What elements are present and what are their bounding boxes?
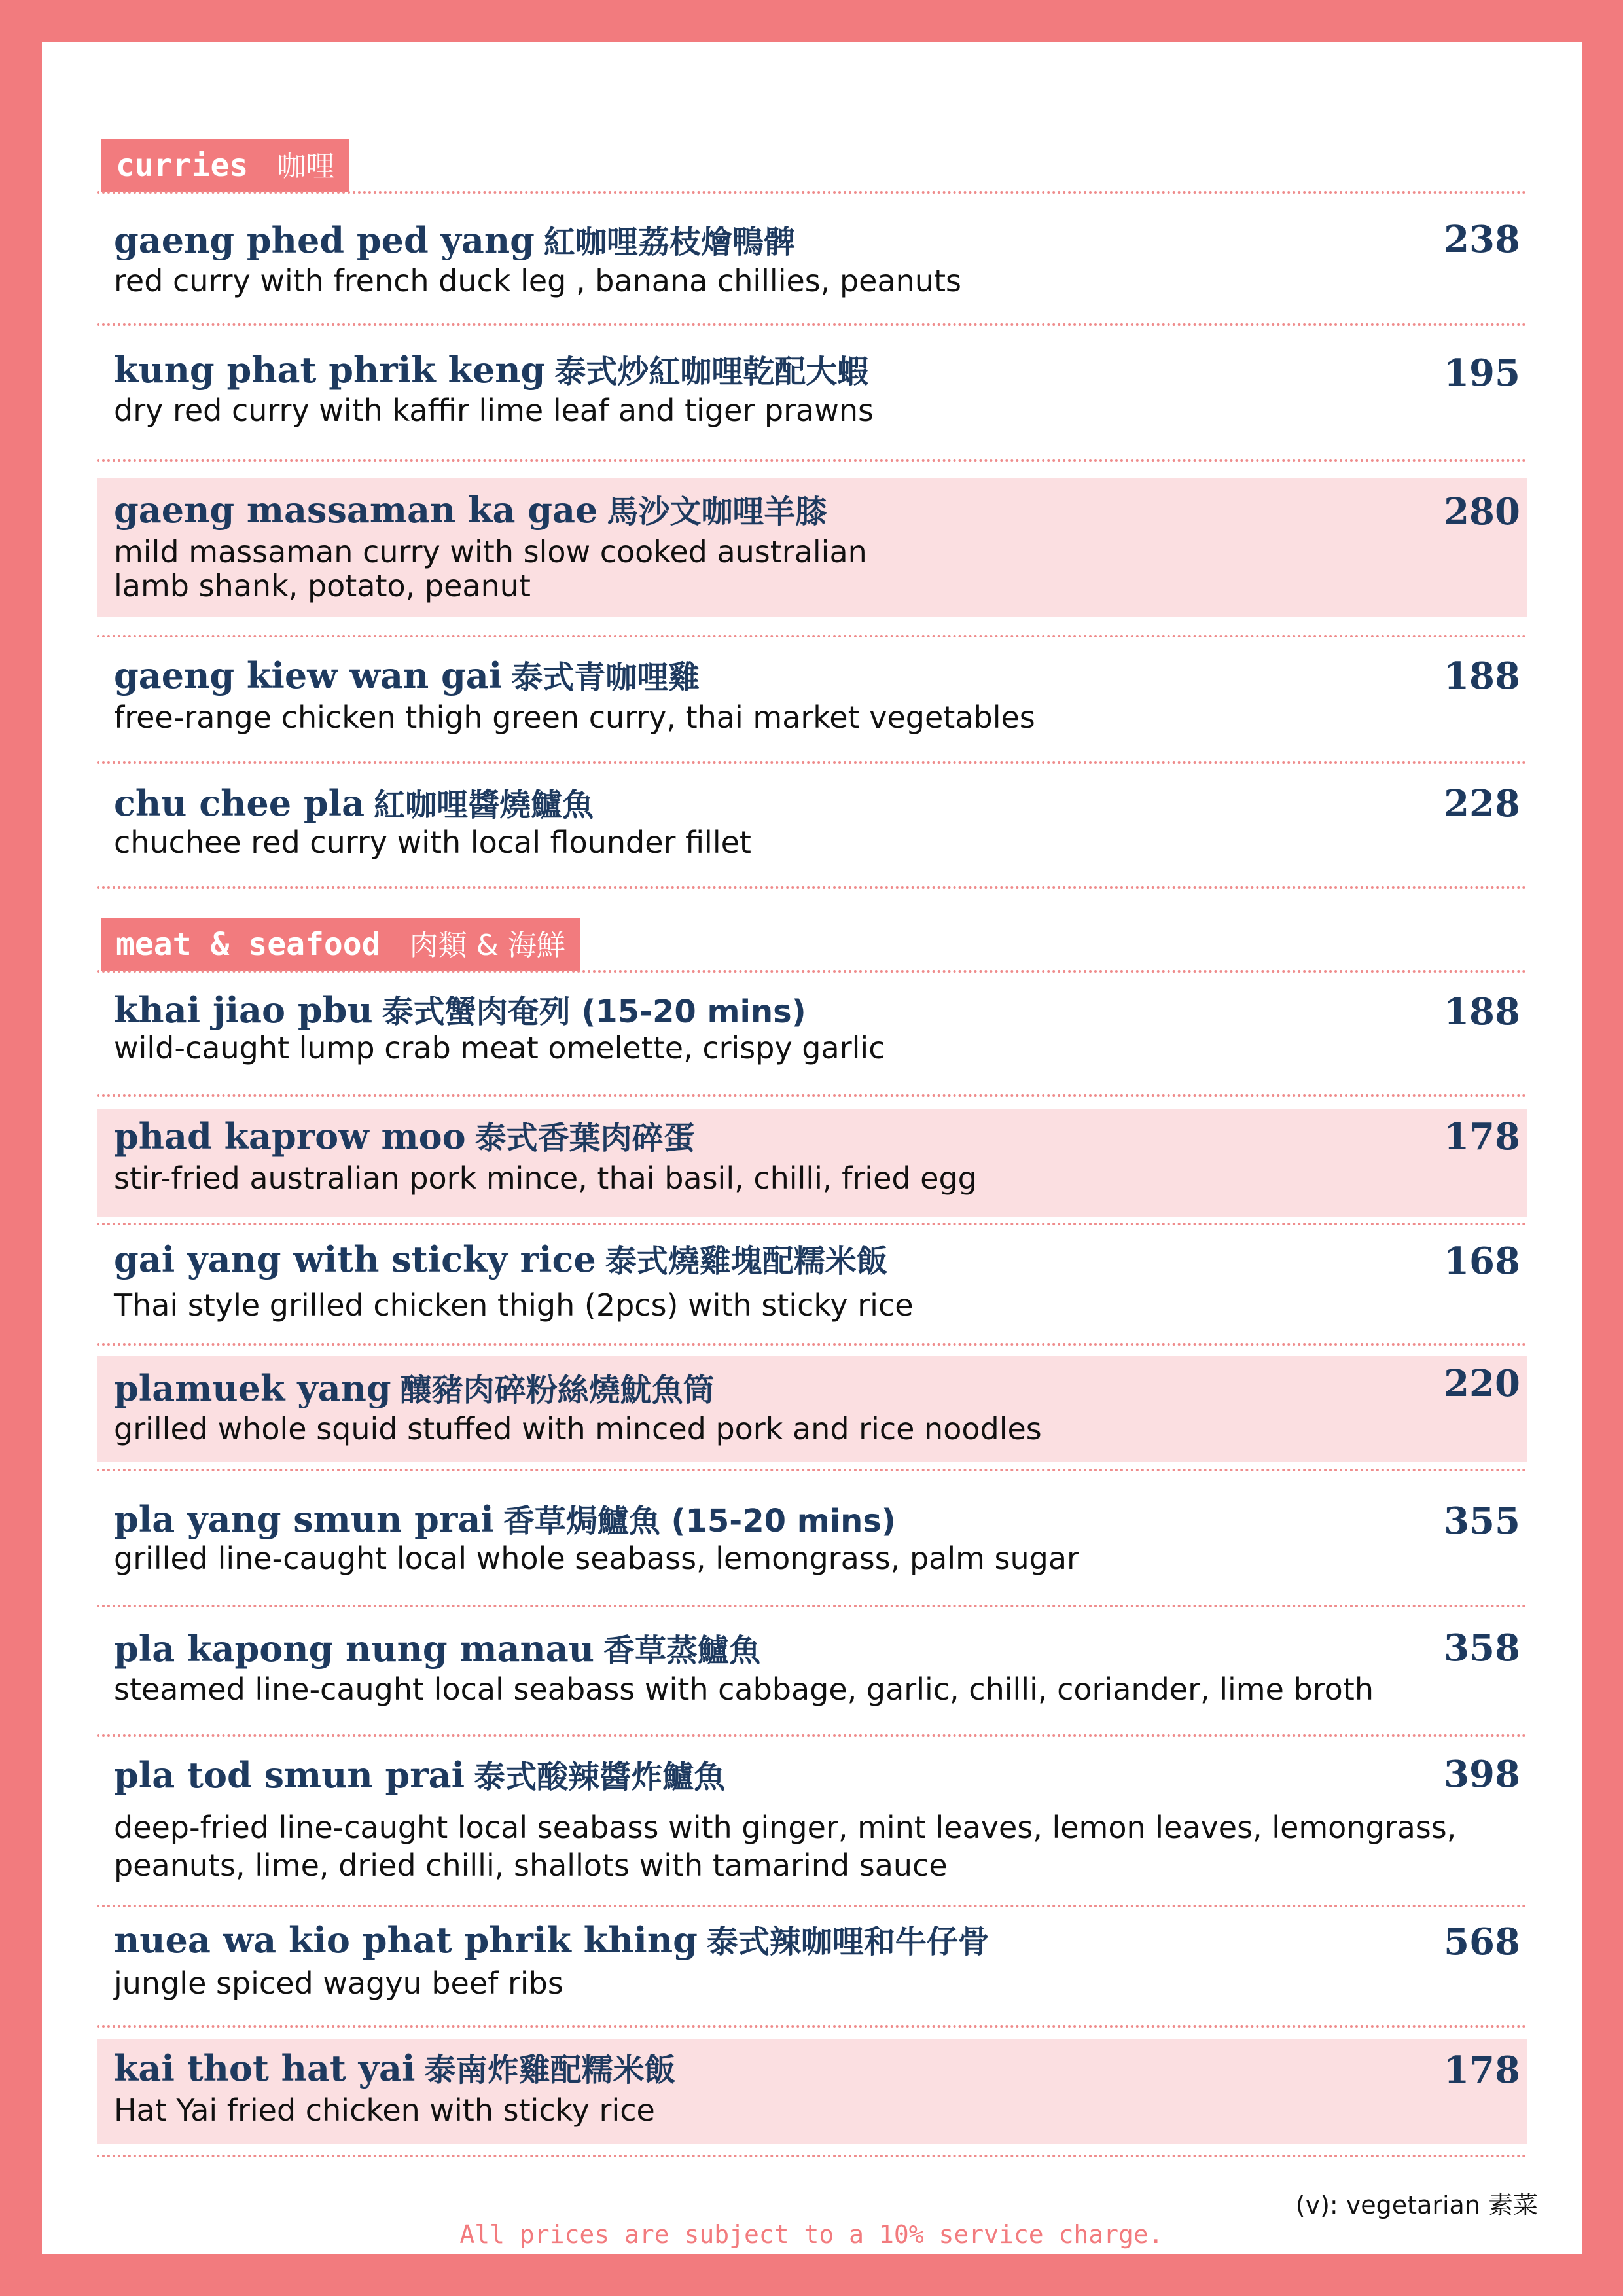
menu-item <box>97 1227 1527 1342</box>
divider <box>97 191 1527 194</box>
item-name-en: gaeng phed ped yang <box>114 219 535 261</box>
item-price: 168 <box>1444 1240 1520 1283</box>
item-name-zh: 泰式炒紅咖哩乾配大蝦 <box>554 353 869 390</box>
item-name <box>114 1115 695 1157</box>
item-name-zh: 泰式燒雞塊配糯米飯 <box>605 1243 888 1280</box>
item-name-zh: 紅咖哩荔枝燴鴨髀 <box>543 224 795 260</box>
divider <box>97 459 1527 462</box>
item-name-en: nuea wa kio phat phrik khing <box>114 1919 698 1961</box>
item-name-zh: 香草焗鱸魚 (15-20 mins) <box>503 1503 896 1539</box>
section-title-zh: 咖哩 <box>277 150 335 183</box>
menu-item <box>97 1908 1527 2022</box>
item-price: 178 <box>1444 1115 1520 1158</box>
section-title: meat & seafood <box>116 926 381 963</box>
menu-item <box>97 2039 1527 2144</box>
item-description: Hat Yai fried chicken with sticky rice <box>114 2092 655 2128</box>
item-name <box>114 989 806 1031</box>
item-description: deep-fried line-caught local seabass with ginger, mint leaves, lemon leaves, lemongrass, <box>114 1810 1457 1845</box>
item-description: wild-caught lump crab meat omelette, crispy garlic <box>114 1030 885 1066</box>
item-description: chuchee red curry with local flounder fillet <box>114 825 751 860</box>
item-name <box>114 1919 990 1961</box>
menu-item <box>97 975 1527 1093</box>
item-name-en: kai thot hat yai <box>114 2047 416 2089</box>
item-name-zh: 紅咖哩醬燒鱸魚 <box>374 787 594 823</box>
divider <box>97 1343 1527 1346</box>
divider <box>97 886 1527 889</box>
divider <box>97 1605 1527 1607</box>
item-name <box>114 1498 896 1540</box>
item-price: 228 <box>1444 782 1520 825</box>
divider <box>97 2025 1527 2028</box>
menu-item <box>97 1738 1527 1901</box>
item-name-en: chu chee pla <box>114 782 365 824</box>
divider <box>97 761 1527 764</box>
item-name <box>114 782 594 824</box>
item-name-zh: 泰南炸雞配糯米飯 <box>424 2052 676 2089</box>
divider <box>97 1734 1527 1737</box>
item-name-zh: 香草蒸鱸魚 <box>603 1632 761 1669</box>
menu-item <box>97 1356 1527 1462</box>
item-description: free-range chicken thigh green curry, thai market vegetables <box>114 700 1035 735</box>
item-name-zh: 釀豬肉碎粉絲燒魷魚筒 <box>400 1372 715 1408</box>
item-name-zh: 泰式青咖哩雞 <box>511 659 700 696</box>
item-price: 568 <box>1444 1920 1520 1964</box>
menu-item <box>97 196 1527 321</box>
item-price: 398 <box>1444 1753 1520 1796</box>
item-name-en: phad kaprow moo <box>114 1115 466 1157</box>
divider <box>97 323 1527 326</box>
item-name-zh: 馬沙文咖哩羊膝 <box>607 493 827 530</box>
menu-item <box>97 766 1527 884</box>
item-description: grilled whole squid stuffed with minced pork and rice noodles <box>114 1411 1042 1446</box>
item-description: red curry with french duck leg , banana chillies, peanuts <box>114 263 961 298</box>
item-name-en: gai yang with sticky rice <box>114 1238 596 1280</box>
vegetarian-note: (v): vegetarian 素菜 <box>1295 2191 1538 2219</box>
menu-item <box>97 1109 1527 1217</box>
item-name <box>114 219 795 261</box>
item-description: mild massaman curry with slow cooked australian <box>114 534 867 569</box>
item-name-en: pla kapong nung manau <box>114 1628 595 1670</box>
item-name-en: khai jiao pbu <box>114 989 373 1031</box>
menu-item <box>97 1473 1527 1604</box>
item-price: 355 <box>1444 1499 1520 1543</box>
item-name <box>114 1238 888 1280</box>
item-description: grilled line-caught local whole seabass, lemongrass, palm sugar <box>114 1541 1079 1576</box>
section-header-curries <box>101 139 349 192</box>
item-price: 280 <box>1444 490 1520 533</box>
item-name-en: pla tod smun prai <box>114 1754 465 1796</box>
item-description-line2: lamb shank, potato, peanut <box>114 568 531 603</box>
item-description: dry red curry with kaffir lime leaf and tiger prawns <box>114 393 874 428</box>
menu-item <box>97 1610 1527 1734</box>
section-title-zh: 肉類 & 海鮮 <box>409 929 565 962</box>
item-description: stir-fried australian pork mince, thai basil, chilli, fried egg <box>114 1160 977 1196</box>
divider <box>97 1905 1527 1907</box>
item-name-zh: 泰式辣咖哩和牛仔骨 <box>706 1924 990 1960</box>
item-name-en: gaeng kiew wan gai <box>114 655 503 696</box>
section-header-meat-seafood <box>101 918 580 971</box>
item-name-zh: 泰式酸辣醬炸鱸魚 <box>474 1759 726 1795</box>
item-name-en: pla yang smun prai <box>114 1498 494 1540</box>
divider <box>97 1094 1527 1097</box>
item-name-en: plamuek yang <box>114 1367 391 1409</box>
item-name <box>114 1754 726 1796</box>
item-name-en: kung phat phrik keng <box>114 349 546 391</box>
item-name <box>114 2047 676 2089</box>
item-name <box>114 1628 761 1670</box>
menu-item <box>97 327 1527 458</box>
item-price: 195 <box>1444 351 1520 395</box>
item-name <box>114 489 827 531</box>
item-name-zh: 泰式蟹肉奄列 (15-20 mins) <box>382 994 806 1030</box>
item-price: 238 <box>1444 218 1520 261</box>
menu-item <box>97 478 1527 617</box>
section-title: curries <box>116 147 249 184</box>
item-price: 220 <box>1444 1362 1520 1405</box>
item-price: 188 <box>1444 990 1520 1033</box>
item-name <box>114 1367 715 1409</box>
item-name <box>114 655 700 696</box>
divider <box>97 2155 1527 2157</box>
divider <box>97 970 1527 973</box>
item-name-zh: 泰式香葉肉碎蛋 <box>474 1120 695 1157</box>
divider <box>97 1469 1527 1471</box>
item-price: 188 <box>1444 655 1520 698</box>
item-description: steamed line-caught local seabass with cabbage, garlic, chilli, coriander, lime broth <box>114 1672 1374 1707</box>
divider <box>97 1223 1527 1225</box>
item-price: 178 <box>1444 2049 1520 2092</box>
item-price: 358 <box>1444 1626 1520 1670</box>
divider <box>97 635 1527 637</box>
item-name-en: gaeng massaman ka gae <box>114 489 598 531</box>
menu-item <box>97 638 1527 759</box>
item-description: Thai style grilled chicken thigh (2pcs) with sticky rice <box>114 1287 914 1323</box>
service-charge-footer: All prices are subject to a 10% service charge. <box>459 2220 1164 2249</box>
item-description: jungle spiced wagyu beef ribs <box>114 1965 563 2001</box>
item-name <box>114 349 869 391</box>
item-description-line2: peanuts, lime, dried chilli, shallots with tamarind sauce <box>114 1848 948 1883</box>
